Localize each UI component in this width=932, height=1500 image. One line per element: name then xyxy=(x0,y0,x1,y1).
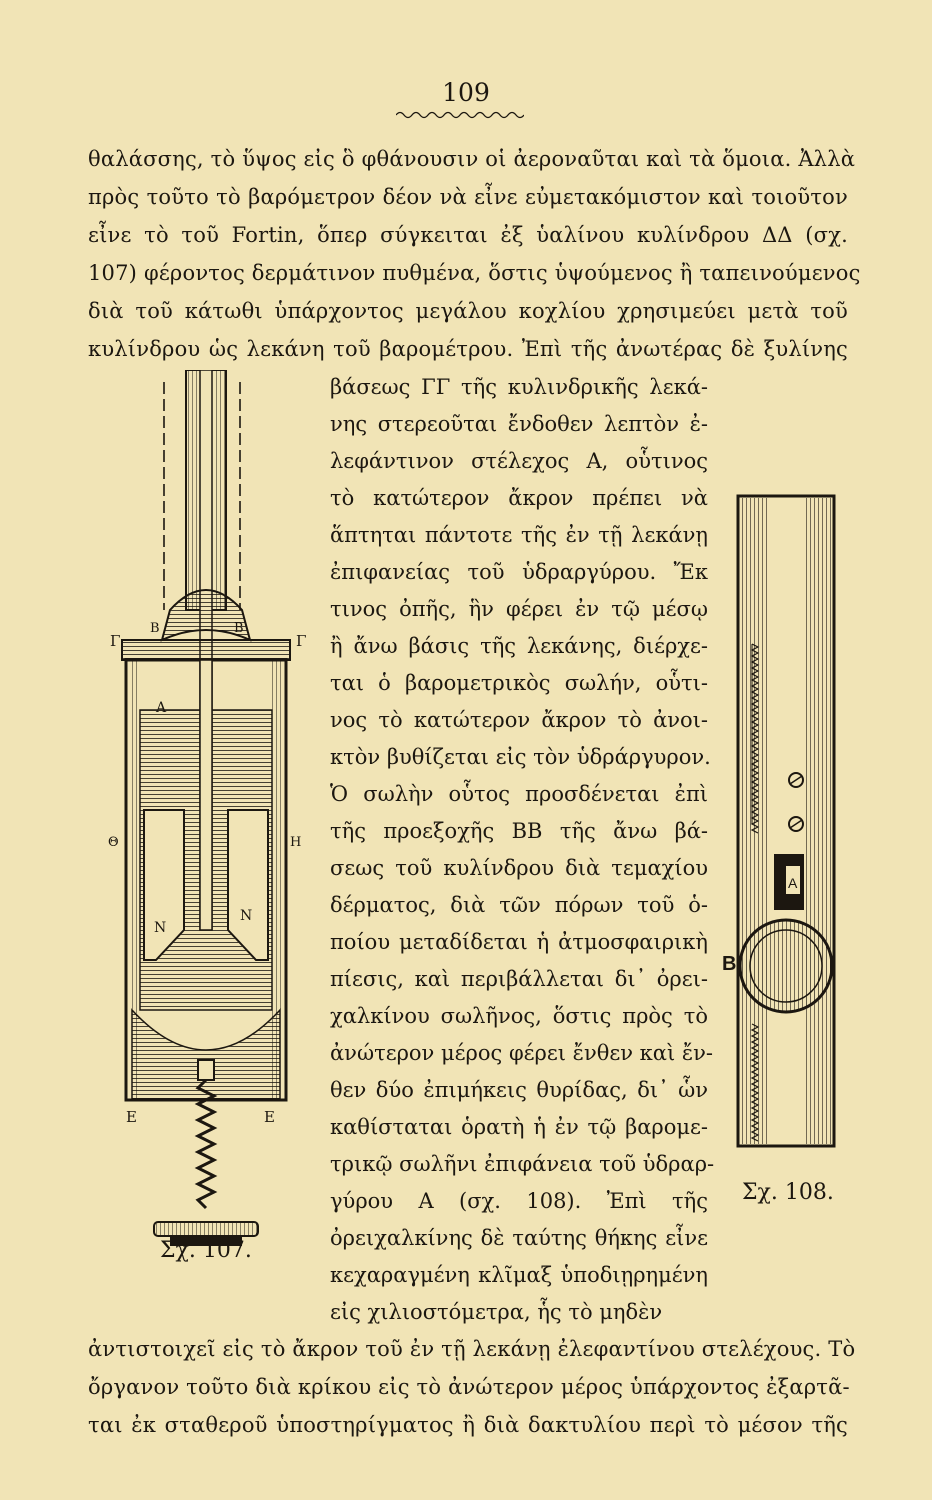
text-line: θεν δύο ἐπιμήκεις θυρίδας, δι᾽ ὧν xyxy=(330,1078,708,1102)
figure-108-illustration xyxy=(722,494,842,1154)
text-line: εἶνε τὸ τοῦ Fortin, ὅπερ σύγκειται ἐξ ὑαλίνου κυλίνδρου ΔΔ (σχ. xyxy=(88,223,848,247)
text-line: 107) φέροντος δερμάτινον πυθμένα, ὅστις ὑψούμενος ἢ ταπεινούμενος xyxy=(88,261,861,285)
text-line: σεως τοῦ κυλίνδρου διὰ τεμαχίου xyxy=(330,856,708,880)
text-line: τινος ὀπῆς, ἣν φέρει ἐν τῷ μέσῳ xyxy=(330,597,708,621)
text-line: τῆς προεξοχῆς ΒΒ τῆς ἄνω βά- xyxy=(330,819,708,843)
figure-107-caption: Σχ. 107. xyxy=(160,1238,252,1263)
label-beta-left: Β xyxy=(150,621,160,636)
text-line: θαλάσσης, τὸ ὕψος εἰς ὃ φθάνουσιν οἱ ἀεροναῦται καὶ τὰ ὅμοια. Ἀλλὰ xyxy=(88,147,856,171)
text-line: ται ἐκ σταθεροῦ ὑποστηρίγματος ἢ διὰ δακτυλίου περὶ τὸ μέσον τῆς xyxy=(88,1413,848,1437)
text-line: διὰ τοῦ κάτωθι ὑπάρχοντος μεγάλου κοχλίου χρησιμεύει μετὰ τοῦ xyxy=(88,299,848,323)
ornament-divider xyxy=(396,109,524,121)
page-number: 109 xyxy=(442,78,490,107)
text-line: κυλίνδρου ὡς λεκάνη τοῦ βαρομέτρου. Ἐπὶ τῆς ἀνωτέρας δὲ ξυλίνης xyxy=(88,337,848,361)
label-a-108: A xyxy=(788,875,798,891)
label-mu-right: Μ xyxy=(244,826,259,842)
text-line: τὸ κατώτερον ἄκρον πρέπει νὰ xyxy=(330,486,708,510)
label-mu-left: Μ xyxy=(156,826,171,842)
text-line: κεχαραγμένη κλῖμαξ ὑποδιῃρημένη xyxy=(330,1263,708,1287)
text-line: λεφάντινον στέλεχος Α, οὗτινος xyxy=(330,449,708,473)
text-line: ὄργανον τοῦτο διὰ κρίκου εἰς τὸ ἀνώτερον μέρος ὑπάρχοντος ἐξαρτᾶ- xyxy=(88,1375,850,1399)
text-line: πρὸς τοῦτο τὸ βαρόμετρον δέον νὰ εἶνε εὐμετακόμιστον καὶ τοιοῦτον xyxy=(88,185,848,209)
label-gamma-left: Γ xyxy=(110,632,121,650)
figure-107-illustration xyxy=(100,370,320,1250)
text-line: ποίου μεταδίδεται ἡ ἀτμοσφαιρικὴ xyxy=(330,930,708,954)
text-line: κτὸν βυθίζεται εἰς τὸν ὑδράργυρον. xyxy=(330,745,711,769)
text-line: ται ὁ βαρομετρικὸς σωλήν, οὗτι- xyxy=(330,671,708,695)
text-line: χαλκίνου σωλῆνος, ὅστις πρὸς τὸ xyxy=(330,1004,708,1028)
text-line: γύρου Α (σχ. 108). Ἐπὶ τῆς xyxy=(330,1189,708,1213)
text-line: εἰς χιλιοστόμετρα, ἧς τὸ μηδὲν xyxy=(330,1300,663,1324)
text-line: ὀρειχαλκίνης δὲ ταύτης θήκης εἶνε xyxy=(330,1226,708,1250)
label-epsilon-left: Ε xyxy=(126,1108,137,1126)
text-line: πίεσις, καὶ περιβάλλεται δι᾽ ὀρει- xyxy=(330,967,708,991)
text-line: καθίσταται ὁρατὴ ἡ ἐν τῷ βαρομε- xyxy=(330,1115,708,1139)
text-line: ἅπτηται πάντοτε τῆς ἐν τῇ λεκάνῃ xyxy=(330,523,708,547)
text-line: ἀντιστοιχεῖ εἰς τὸ ἄκρον τοῦ ἐν τῇ λεκάνῃ ἐλεφαντίνου στελέχους. Τὸ xyxy=(88,1337,856,1361)
figure-108-caption: Σχ. 108. xyxy=(742,1180,834,1205)
text-line: ἐπιφανείας τοῦ ὑδραργύρου. Ἔκ xyxy=(330,560,708,584)
text-line: δέρματος, διὰ τῶν πόρων τοῦ ὁ- xyxy=(330,893,708,917)
label-beta-right: Β xyxy=(234,621,244,636)
text-line: νος τὸ κατώτερον ἄκρον τὸ ἀνοι- xyxy=(330,708,708,732)
text-line: ἢ ἄνω βάσις τῆς λεκάνης, διέρχε- xyxy=(330,634,708,658)
text-line: βάσεως ΓΓ τῆς κυλινδρικῆς λεκά- xyxy=(330,375,708,399)
text-line: ἀνώτερον μέρος φέρει ἔνθεν καὶ ἔν- xyxy=(330,1041,714,1065)
label-theta: Θ xyxy=(108,835,119,850)
label-b-108: B xyxy=(722,953,737,975)
label-nu-right: Ν xyxy=(240,908,253,924)
text-line: τρικῷ σωλῆνι ἐπιφάνεια τοῦ ὑδραρ- xyxy=(330,1152,715,1176)
text-line: νης στερεοῦται ἔνδοθεν λεπτὸν ἐ- xyxy=(330,412,708,436)
label-epsilon-right: Ε xyxy=(264,1108,275,1126)
label-nu-left: Ν xyxy=(154,920,167,936)
text-line: Ὁ σωλὴν οὗτος προσδένεται ἐπὶ xyxy=(330,782,708,806)
label-gamma-right: Γ xyxy=(296,632,307,650)
label-eta: Η xyxy=(290,835,302,850)
label-alpha: Α xyxy=(156,700,167,716)
